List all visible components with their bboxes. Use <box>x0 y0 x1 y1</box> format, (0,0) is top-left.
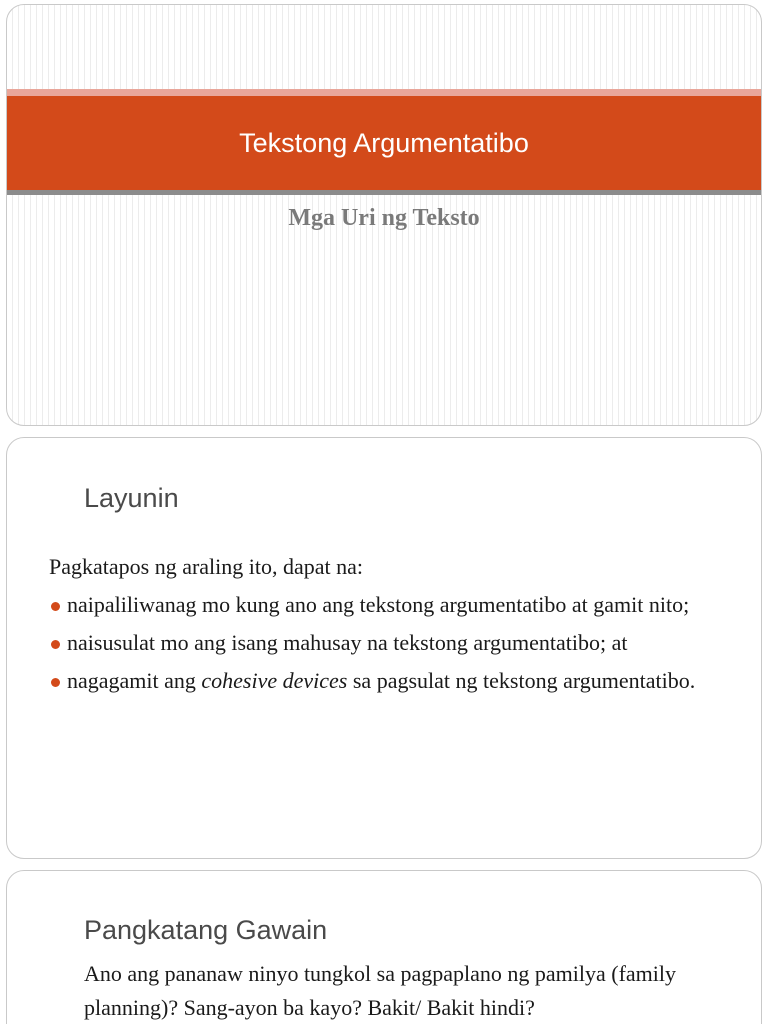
list-item-text-after: sa pagsulat ng tekstong argumentatibo. <box>347 668 696 693</box>
objectives-slide <box>6 437 762 859</box>
bullet-icon <box>51 640 60 649</box>
title-band-shadow-line <box>7 190 761 195</box>
title-slide <box>6 4 762 426</box>
question-text: Ano ang pananaw ninyo tungkol sa pagpaplano ng pamilya (family planning)? Sang-ayon ba kayo? Bakit/ Bakit hindi? <box>84 961 677 1020</box>
slide-heading: Layunin <box>84 483 179 513</box>
list-item-text: naipaliliwanag mo kung ano ang tekstong argumentatibo at gamit nito; <box>67 592 690 617</box>
slide-heading: Pangkatang Gawain <box>84 915 328 945</box>
list-item-text: naisusulat mo ang isang mahusay na tekstong argumentatibo; at <box>67 630 628 655</box>
slide-subtitle: Mga Uri ng Teksto <box>288 205 480 231</box>
title-band <box>7 96 761 190</box>
list-item-text-before: nagagamit ang <box>67 668 202 693</box>
list-item <box>49 664 739 698</box>
bullet-icon <box>51 678 60 687</box>
slide-title: Tekstong Argumentatibo <box>239 127 529 158</box>
bullet-icon <box>51 602 60 611</box>
intro-text: Pagkatapos ng araling ito, dapat na: <box>49 554 364 579</box>
title-band-accent-line <box>7 89 761 96</box>
list-item <box>49 626 739 660</box>
objectives-list <box>49 588 739 702</box>
list-item-emphasis: cohesive devices <box>201 668 348 693</box>
list-item <box>49 588 739 622</box>
group-activity-slide <box>6 870 762 1024</box>
